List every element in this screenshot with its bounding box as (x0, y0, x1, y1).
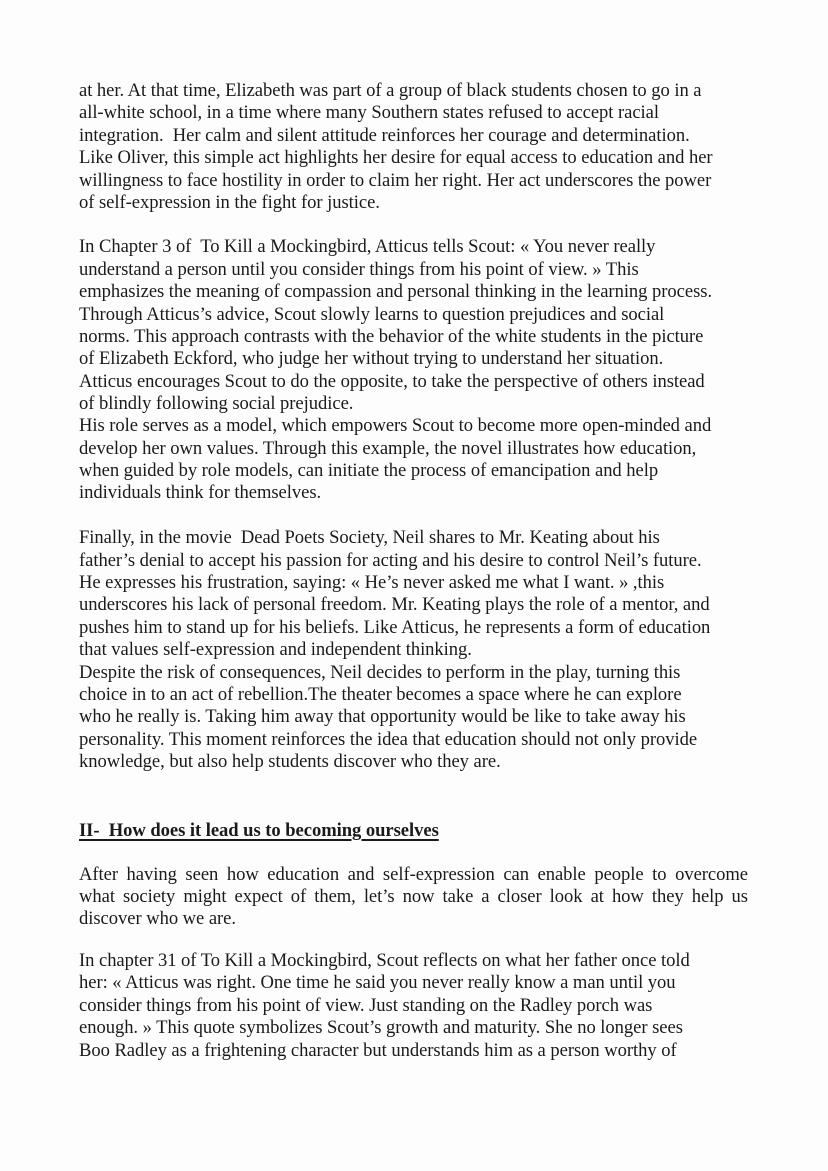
text-line: integration. Her calm and silent attitude reinforces her courage and determination. (79, 125, 690, 146)
text-line: personality. This moment reinforces the idea that education should not only provide (79, 729, 698, 750)
text-line: that values self-expression and independent thinking. (79, 639, 472, 660)
text-line: develop her own values. Through this example, the novel illustrates how education, (79, 438, 697, 459)
text-line: all-white school, in a time where many Southern states refused to accept racial (79, 102, 659, 123)
text-line: Boo Radley as a frightening character but understands him as a person worthy of (79, 1040, 677, 1061)
text-line: discover who we are. (79, 908, 236, 929)
text-line: enough. » This quote symbolizes Scout’s growth and maturity. She no longer sees (79, 1017, 683, 1038)
text-line: Like Oliver, this simple act highlights her desire for equal access to education and her (79, 147, 713, 168)
text-line: her: « Atticus was right. One time he said you never really know a man until you (79, 972, 676, 993)
text-line: Atticus encourages Scout to do the opposite, to take the perspective of others instead (79, 371, 705, 392)
text-line: In Chapter 3 of To Kill a Mockingbird, Atticus tells Scout: « You never really (79, 236, 656, 257)
text-line: His role serves as a model, which empowers Scout to become more open-minded and (79, 415, 712, 436)
text-line: who he really is. Taking him away that opportunity would be like to take away his (79, 706, 686, 727)
text-line: when guided by role models, can initiate the process of emancipation and help (79, 460, 659, 481)
text-line: In chapter 31 of To Kill a Mockingbird, Scout reflects on what her father once told (79, 950, 690, 971)
text-line: norms. This approach contrasts with the behavior of the white students in the picture (79, 326, 704, 347)
text-line: emphasizes the meaning of compassion and personal thinking in the learning process. (79, 281, 713, 302)
text-line: understand a person until you consider things from his point of view. » This (79, 259, 639, 280)
section-heading: II- How does it lead us to becoming ourselves (79, 820, 439, 841)
text-line: individuals think for themselves. (79, 482, 322, 503)
text-line: He expresses his frustration, saying: « He’s never asked me what I want. » ,this (79, 572, 665, 593)
text-line: Despite the risk of consequences, Neil decides to perform in the play, turning this (79, 662, 681, 683)
text-line: choice in to an act of rebellion.The theater becomes a space where he can explore (79, 684, 682, 705)
text-line: willingness to face hostility in order to claim her right. Her act underscores the power (79, 170, 712, 191)
text-line: After having seen how education and self-expression can enable people to overcome (79, 864, 748, 885)
text-line: consider things from his point of view. Just standing on the Radley porch was (79, 995, 653, 1016)
text-line: of Elizabeth Eckford, who judge her without trying to understand her situation. (79, 348, 664, 369)
text-line: knowledge, but also help students discover who they are. (79, 751, 501, 772)
text-line: pushes him to stand up for his beliefs. Like Atticus, he represents a form of education (79, 617, 711, 638)
text-line: what society might expect of them, let’s now take a closer look at how they help us (79, 886, 748, 907)
text-line: of blindly following social prejudice. (79, 393, 354, 414)
text-line: Through Atticus’s advice, Scout slowly learns to question prejudices and social (79, 304, 665, 325)
text-line: underscores his lack of personal freedom. Mr. Keating plays the role of a mentor, and (79, 594, 710, 615)
text-line: Finally, in the movie Dead Poets Society, Neil shares to Mr. Keating about his (79, 527, 660, 548)
text-line: of self-expression in the fight for justice. (79, 192, 380, 213)
text-line: at her. At that time, Elizabeth was part of a group of black students chosen to go in a (79, 80, 702, 101)
text-line: father’s denial to accept his passion for acting and his desire to control Neil’s future. (79, 550, 702, 571)
